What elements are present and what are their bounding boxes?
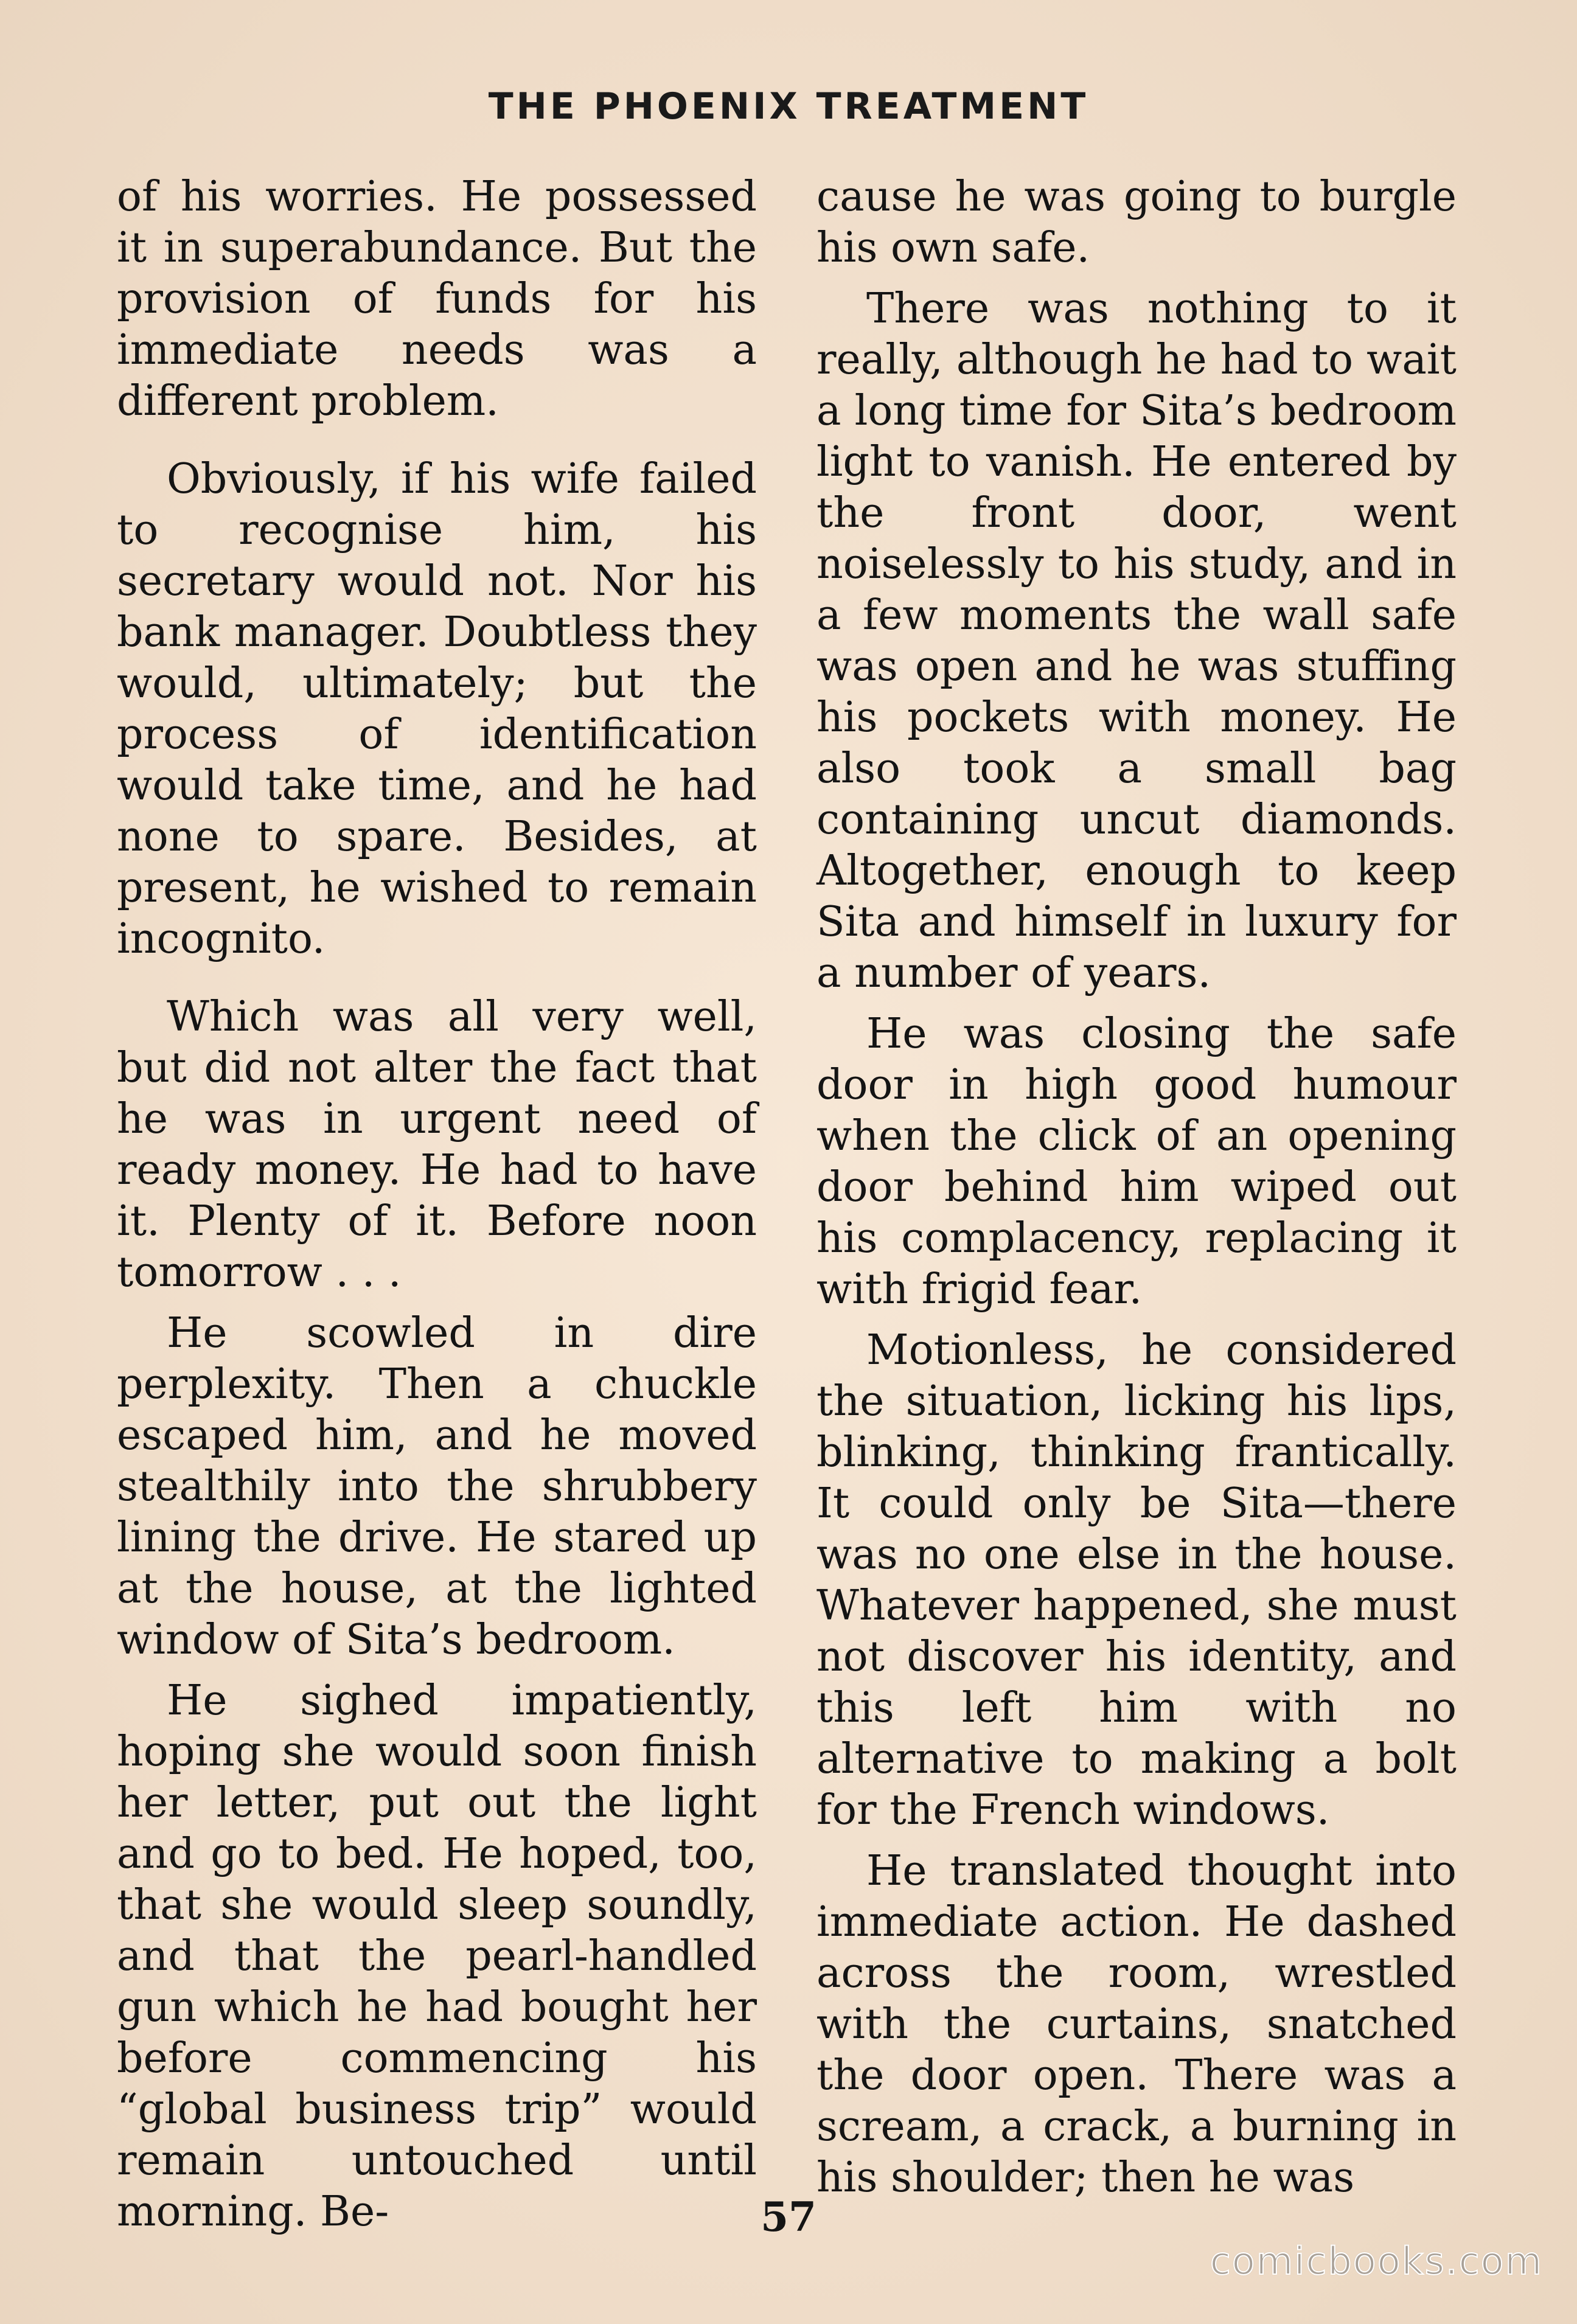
paragraph: He sighed impatiently, hoping she would soon finish her letter, put out the light and go to bed. He hoped, too, that she would sleep soundly, and that the pearl-handled gun which he had bought her before commencing his “global business trip” would remain untouched until morning. Be- <box>117 1677 757 2236</box>
paragraph: He translated thought into immediate action. He dashed across the room, wrestled with the curtains, snatched the door open. There was a scream, a crack, a burning in his shoulder; then he was <box>816 1847 1457 2202</box>
right-column <box>816 172 1457 2213</box>
paragraph: Which was all very well, but did not alter the fact that he was in urgent need of ready money. He had to have it. Plenty of it. Before noon tomorrow . . . <box>117 993 757 1296</box>
paragraph: He scowled in dire perplexity. Then a chuckle escaped him, and he moved stealthily into the shrubbery lining the drive. He stared up at the house, at the lighted window of Sita’s bedroom. <box>117 1309 757 1664</box>
paragraph: There was nothing to it really, although he had to wait a long time for Sita’s bedroom light to vanish. He entered by the front door, went noiselessly to his study, and in a few moments the wall safe was open and he was stuffing his pockets with money. He also took a small bag containing uncut diamonds. Altogether, enough to keep Sita and himself in luxury for a number of years. <box>816 285 1457 997</box>
running-header: THE PHOENIX TREATMENT <box>488 85 1089 128</box>
paragraph: Motionless, he considered the situation, licking his lips, blinking, thinking frantically. It could only be Sita—there was no one else in the house. Whatever happened, she must not discover his identity, and this left him with no alternative to making a bolt for the French windows. <box>816 1326 1457 1834</box>
paragraph: He was closing the safe door in high good humour when the click of an opening door behind him wiped out his complacency, replacing it with frigid fear. <box>816 1010 1457 1313</box>
left-column <box>117 172 757 2247</box>
watermark: comicbooks.com <box>1210 2239 1543 2283</box>
paragraph: Obviously, if his wife failed to recognise him, his secretary would not. Nor his bank manager. Doubtless they would, ultimately; but the process of identification would take time, and he had none to spare. Besides, at present, he wished to remain incognito. <box>117 455 757 963</box>
paragraph: cause he was going to burgle his own safe. <box>816 173 1457 272</box>
page-number: 57 <box>761 2193 816 2241</box>
paragraph: of his worries. He possessed it in superabundance. But the provision of funds for his immediate needs was a different problem. <box>117 173 757 425</box>
